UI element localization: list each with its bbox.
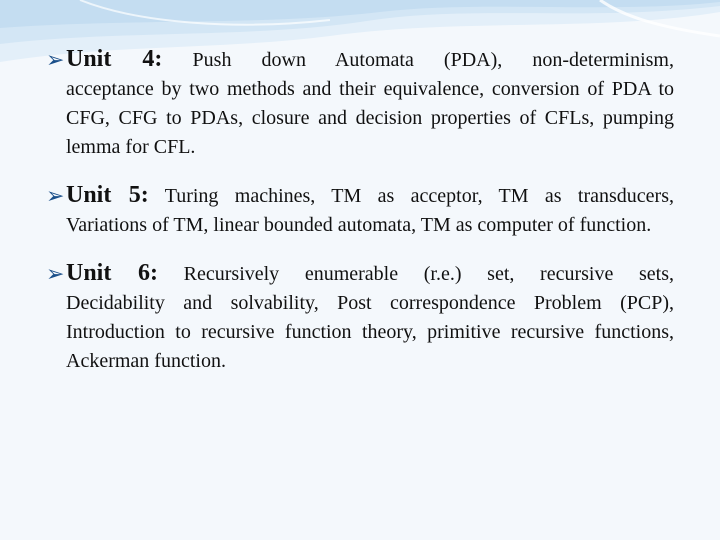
unit-4-first-line: Push down Automata (PDA), non-determinism, xyxy=(192,49,674,71)
unit-4-title: Unit 4: xyxy=(66,46,163,72)
arrow-bullet-icon: ➢ xyxy=(46,48,65,73)
unit-4-text: acceptance by two methods and their equivalence, conversion of PDA to CFG, CFG to PDAs, closure and decision properties of CFLs, pumping lemma for CFL. xyxy=(66,78,674,158)
unit-6-item xyxy=(46,258,674,376)
unit-4-item xyxy=(46,44,674,162)
unit-6-text: Decidability and solvability, Post correspondence Problem (PCP), Introduction to recursive function theory, primitive recursive functions, Ackerman function. xyxy=(66,292,674,372)
unit-5-text: Variations of TM, linear bounded automata, TM as computer of function. xyxy=(66,214,652,236)
unit-5-item xyxy=(46,180,674,240)
unit-5-title: Unit 5: xyxy=(66,182,149,208)
arrow-bullet-icon: ➢ xyxy=(46,262,65,287)
unit-6-title: Unit 6: xyxy=(66,260,158,286)
syllabus-content xyxy=(46,44,674,376)
unit-5-first-line: Turing machines, TM as acceptor, TM as transducers, xyxy=(164,185,674,207)
arrow-bullet-icon: ➢ xyxy=(46,184,65,209)
unit-6-first-line: Recursively enumerable (r.e.) set, recursive sets, xyxy=(183,263,674,285)
